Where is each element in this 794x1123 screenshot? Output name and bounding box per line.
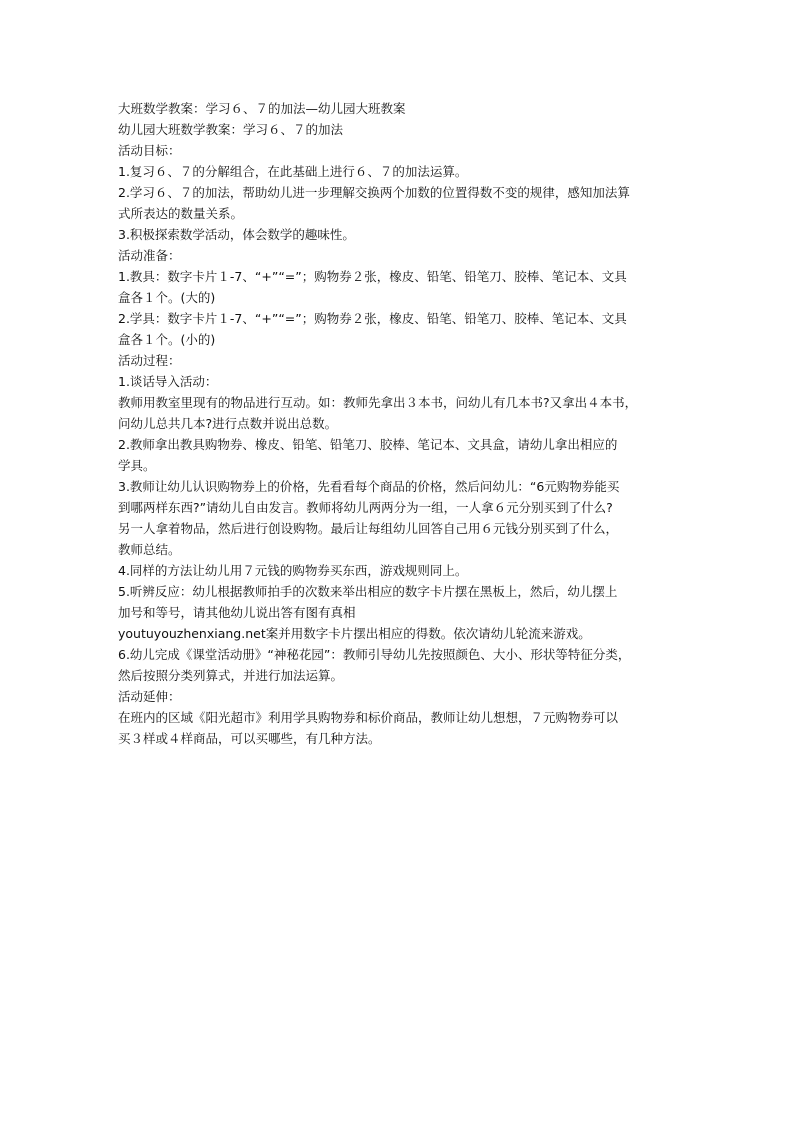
text-line: 盒各１个。(小的) — [118, 332, 216, 347]
text-line: 加号和等号，请其他幼儿说出答有图有真相 — [118, 605, 356, 620]
document-title: 大班数学教案：学习６、７的加法—幼儿园大班教案 — [118, 101, 406, 116]
text-line: 1.谈话导入活动： — [118, 374, 218, 389]
process-item — [118, 434, 683, 476]
text-line: 5.听辨反应：幼儿根据教师拍手的次数来举出相应的数字卡片摆在黑板上，然后，幼儿摆上 — [118, 584, 618, 599]
text-line: 6.幼儿完成《课堂活动册》“神秘花园”：教师引导幼儿先按照颜色、大小、形状等特征分类， — [118, 647, 631, 662]
text-line: 教师总结。 — [118, 542, 181, 557]
text-line: 问幼儿总共几本?进行点数并说出总数。 — [118, 416, 338, 431]
text-line: 3.教师让幼儿认识购物券上的价格，先看看每个商品的价格，然后问幼儿：“6元购物券能买 — [118, 479, 620, 494]
goals-heading: 活动目标： — [118, 143, 181, 158]
text-line: 另一人拿着物品，然后进行创设购物。最后让每组幼儿回答自己用６元钱分别买到了什么， — [118, 521, 619, 536]
text-line: 3.积极探索数学活动，体会数学的趣味性。 — [118, 227, 355, 242]
process-item — [118, 581, 683, 644]
text-line: 1.教具：数字卡片１-7、“+”“=”；购物券２张，橡皮、铅笔、铅笔刀、胶棒、笔记本、文具 — [118, 269, 627, 284]
process-item — [118, 371, 683, 392]
document-body — [118, 98, 683, 749]
goal-item — [118, 182, 683, 224]
text-line: youtuyouzhenxiang.net案并用数字卡片摆出相应的得数。依次请幼儿轮流来游戏。 — [118, 626, 591, 641]
prep-heading: 活动准备： — [118, 248, 181, 263]
process-item — [118, 476, 683, 560]
text-line: 4.同样的方法让幼儿用７元钱的购物券买东西，游戏规则同上。 — [118, 563, 468, 578]
goal-item — [118, 161, 683, 182]
text-line: 学具。 — [118, 458, 156, 473]
prep-item — [118, 266, 683, 308]
extension-heading: 活动延伸： — [118, 689, 181, 704]
text-line: 2.学具：数字卡片１-7、“+”“=”；购物券２张，橡皮、铅笔、铅笔刀、胶棒、笔记本、文具 — [118, 311, 627, 326]
goal-item — [118, 224, 683, 245]
text-line: 在班内的区域《阳光超市》利用学具购物券和标价商品，教师让幼儿想想，７元购物券可以 — [118, 710, 619, 725]
text-line: 式所表达的数量关系。 — [118, 206, 244, 221]
text-line: 然后按照分类列算式，并进行加法运算。 — [118, 668, 344, 683]
extension-item — [118, 707, 683, 749]
process-item — [118, 392, 683, 434]
process-item — [118, 644, 683, 686]
text-line: 盒各１个。(大的) — [118, 290, 216, 305]
process-heading: 活动过程： — [118, 353, 181, 368]
document-subtitle: 幼儿园大班数学教案：学习６、７的加法 — [118, 122, 344, 137]
text-line: 2.教师拿出教具购物券、橡皮、铅笔、铅笔刀、胶棒、笔记本、文具盒，请幼儿拿出相应的 — [118, 437, 618, 452]
text-line: 2.学习６、７的加法，帮助幼儿进一步理解交换两个加数的位置得数不变的规律，感知加法算 — [118, 185, 630, 200]
text-line: 教师用教室里现有的物品进行互动。如：教师先拿出３本书，问幼儿有几本书?又拿出４本书， — [118, 395, 638, 410]
prep-item — [118, 308, 683, 350]
text-line: 1.复习６、７的分解组合，在此基础上进行６、７的加法运算。 — [118, 164, 468, 179]
text-line: 买３样或４样商品，可以买哪些，有几种方法。 — [118, 731, 381, 746]
process-item — [118, 560, 683, 581]
text-line: 到哪两样东西?”请幼儿自由发言。教师将幼儿两两分为一组，一人拿６元分别买到了什么? — [118, 500, 613, 515]
